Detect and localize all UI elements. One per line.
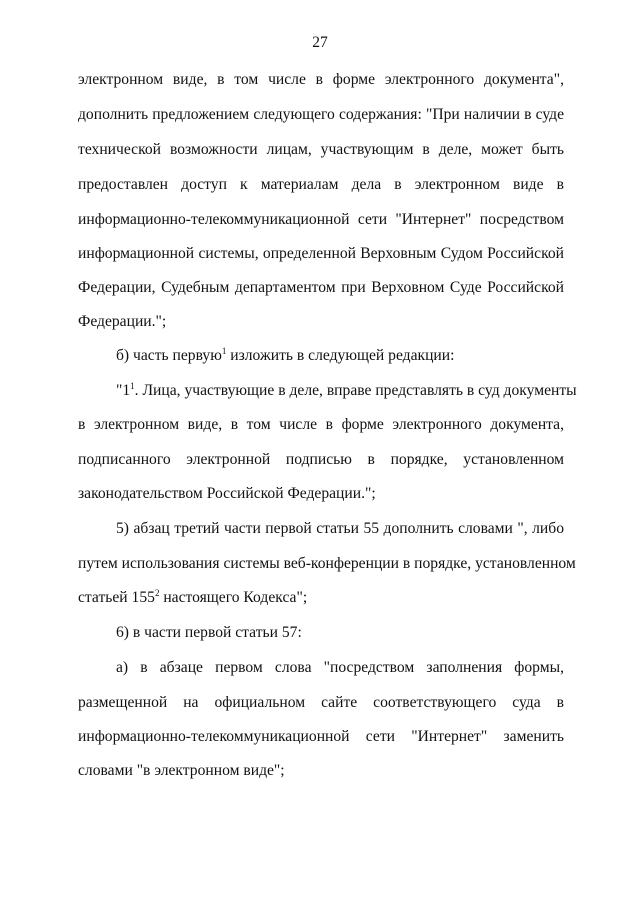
text-line: информационно-телекоммуникационной сети "Интернет" заменить <box>78 728 564 745</box>
superscript: 1 <box>130 381 135 391</box>
text-line: законодательством Российской Федерации."; <box>78 485 376 502</box>
text-line: размещенной на официальном сайте соответствующего суда в <box>78 694 564 711</box>
text-line <box>78 588 564 608</box>
text-segment: изложить в следующей редакции: <box>226 347 455 364</box>
list-item-5: 5) абзац третий части первой статьи 55 дополнить словами ", либо <box>116 520 564 537</box>
text-segment: б) часть первую <box>116 347 222 364</box>
text-line: в электронном виде, в том числе в форме электронного документа, <box>78 416 564 433</box>
text-segment: статьей 155 <box>78 589 155 606</box>
list-item-6: 6) в части первой статьи 57: <box>116 624 302 641</box>
text-line: информационно-телекоммуникационной сети "Интернет" посредством <box>78 211 564 228</box>
text-line: информационной системы, определенной Верховным Судом Российской <box>78 245 564 262</box>
list-item-b <box>116 346 564 366</box>
page-number: 27 <box>312 34 328 51</box>
text-line: электронном виде, в том числе в форме электронного документа", <box>78 71 564 88</box>
quoted-paragraph-start <box>116 381 577 401</box>
text-line: Федерации, Судебным департаментом при Верховном Суде Российской <box>78 279 564 296</box>
text-line: подписанного электронной подписью в порядке, установленном <box>78 451 564 468</box>
list-item-a: а) в абзаце первом слова "посредством заполнения формы, <box>116 659 564 676</box>
text-line: дополнить предложением следующего содержания: "При наличии в суде <box>78 106 564 123</box>
text-segment: настоящего Кодекса"; <box>159 589 308 606</box>
text-line: путем использования системы веб-конференции в порядке, установленном <box>78 555 576 572</box>
text-segment: "1 <box>116 382 131 399</box>
superscript: 1 <box>221 346 227 356</box>
text-line: технической возможности лицам, участвующим в деле, может быть <box>78 141 564 158</box>
text-segment: . Лица, участвующие в деле, вправе представлять в суд документы <box>134 382 577 399</box>
text-line: словами "в электронном виде"; <box>78 762 285 779</box>
text-line: предоставлен доступ к материалам дела в электронном виде в <box>78 176 564 193</box>
superscript: 2 <box>154 588 160 598</box>
text-line: Федерации."; <box>78 313 167 330</box>
